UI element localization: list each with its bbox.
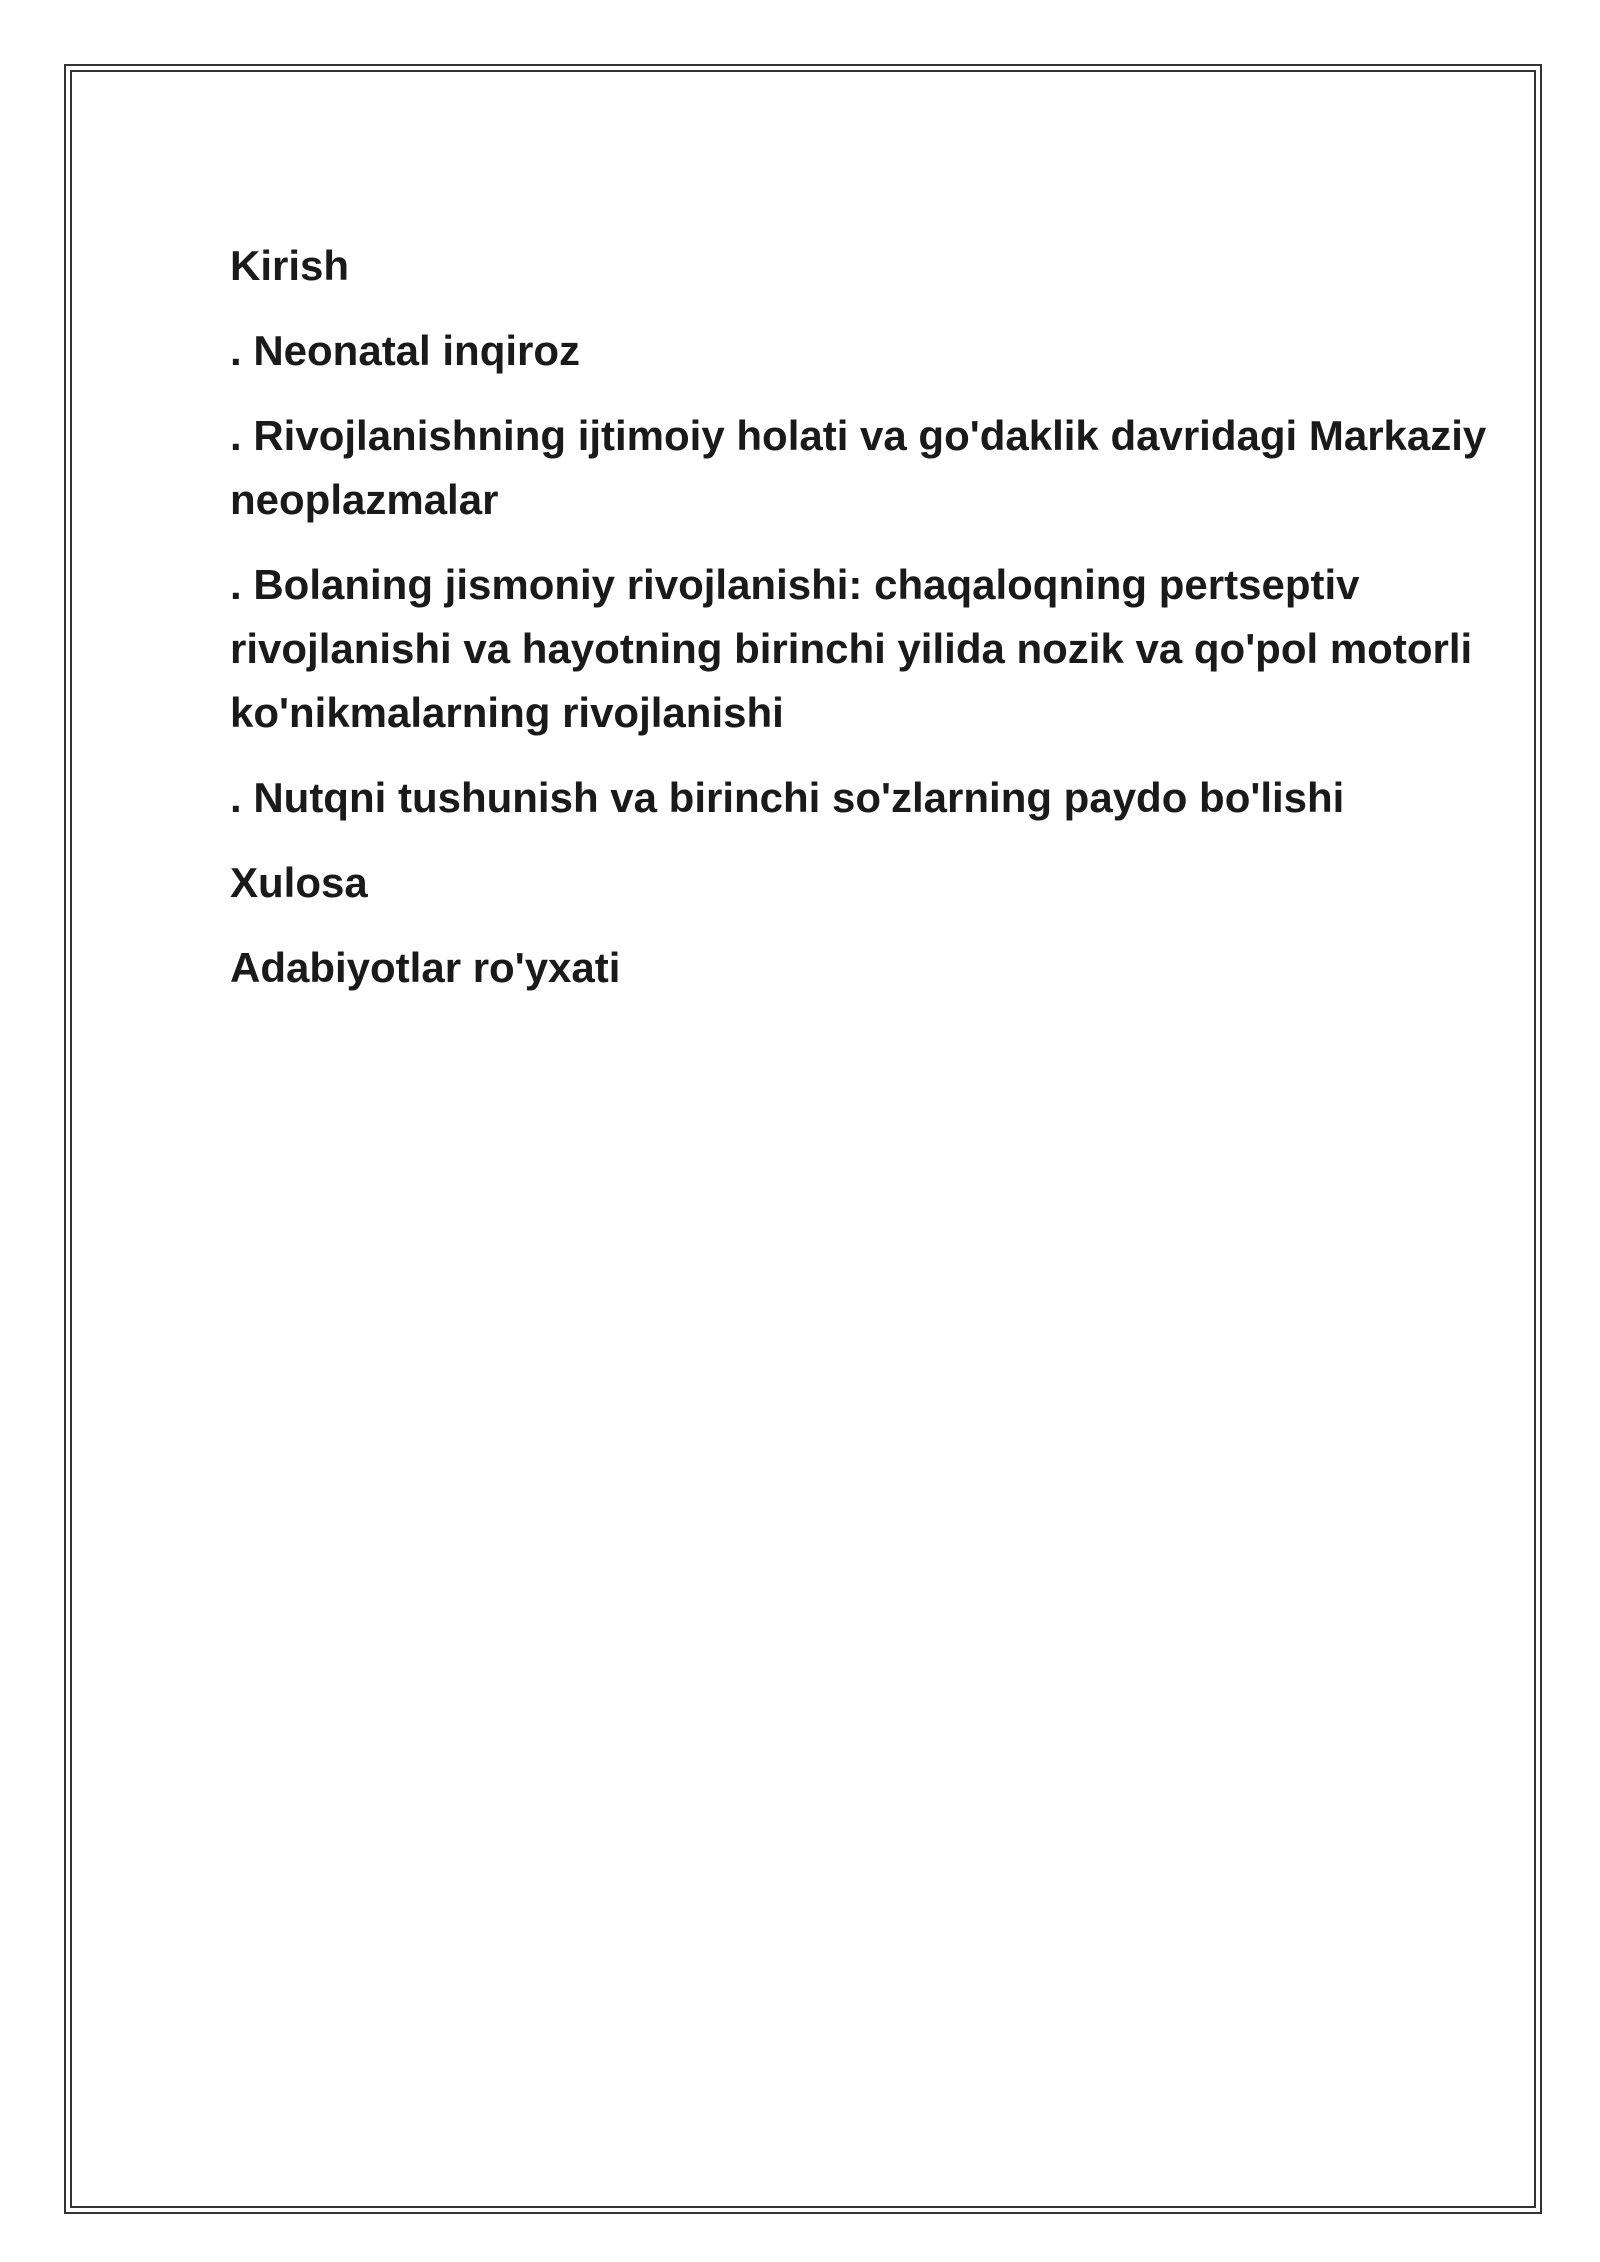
toc-entry-introduction: Kirish — [230, 242, 350, 289]
toc-entry-neonatal-crisis: . Neonatal inqiroz — [230, 327, 581, 374]
toc-entry-bibliography: Adabiyotlar ro'yxati — [230, 944, 621, 991]
table-of-contents — [230, 234, 1510, 1021]
toc-entry-physical-development: . Bolaning jismoniy rivojlanishi: chaqaloqning pertseptiv rivojlanishi va hayotning birinchi yilida nozik va qo'pol motorli ko'nikmalarning rivojlanishi — [230, 561, 1473, 736]
toc-entry-conclusion: Xulosa — [230, 859, 368, 906]
toc-entry-speech-understanding: . Nutqni tushunish va birinchi so'zlarning paydo bo'lishi — [230, 774, 1345, 821]
toc-entry-social-situation: . Rivojlanishning ijtimoiy holati va go'daklik davridagi Markaziy neoplazmalar — [230, 412, 1487, 523]
